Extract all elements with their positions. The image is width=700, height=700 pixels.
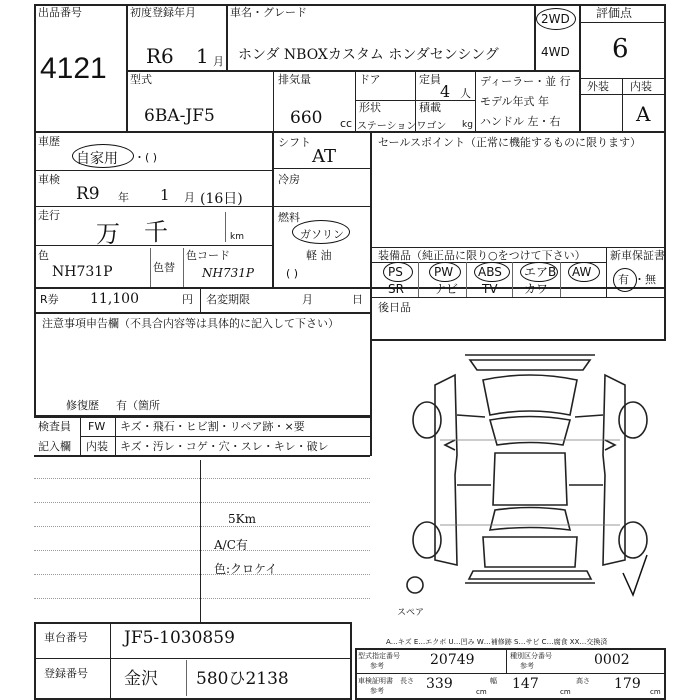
equip-navi: ナビ: [434, 282, 459, 296]
chassis-value: JF5-1030859: [124, 628, 235, 648]
name-change-label: 名変期限: [206, 293, 250, 306]
color-label: 色: [38, 249, 49, 262]
equip-abs-circle: [474, 262, 510, 282]
fuel-gasoline: ガソリン: [300, 228, 344, 241]
month-unit: 月: [213, 55, 224, 68]
shape-value: ステーションワゴン: [357, 121, 447, 132]
ext-label: 外装: [587, 80, 609, 93]
seats-unit: 人: [460, 87, 471, 100]
type-cert-ref: 参考: [370, 662, 384, 670]
plate-city: 金沢: [124, 669, 158, 689]
record-label: 記入欄: [38, 440, 71, 453]
first-reg-label: 初度登録年月: [130, 6, 196, 19]
name-change-day: 日: [352, 293, 363, 306]
inspection-label: 車検: [38, 173, 60, 186]
fuel-gasoline-circle: [292, 220, 350, 244]
door-label: ドア: [359, 73, 381, 86]
ac-label: 冷房: [278, 173, 300, 186]
equip-airbag: エアB: [524, 265, 557, 279]
lot-label: 出品番号: [38, 6, 82, 19]
class-ref: 参考: [520, 662, 534, 670]
color-code-label: 色コード: [186, 249, 230, 262]
diagram-legend: A…キズ E…エクボ U…凹み W…補修跡 S…サビ C…腐食 XX…交換済: [386, 638, 608, 646]
remark-ac: A/C有: [214, 538, 248, 552]
model-year-label: モデル年式 年: [480, 95, 549, 108]
plate-number: 580ひ2138: [196, 669, 289, 689]
type-cert-value: 20749: [430, 652, 475, 668]
fw-items: キズ・飛石・ヒビ割・リペア跡・×要: [120, 420, 305, 433]
length-label: 長さ: [400, 677, 414, 685]
equip-ps: PS: [388, 265, 403, 279]
repair-value: 有（箇所: [116, 399, 160, 412]
model-name: ホンダ NBOXカスタム ホンダセンシング: [238, 47, 499, 63]
recycle-label: R券: [40, 293, 59, 306]
remark-mileage: 5Km: [228, 512, 256, 526]
mileage-label: 走行: [38, 209, 60, 222]
recycle-unit: 円: [182, 293, 193, 306]
width-label: 幅: [490, 677, 497, 685]
plate-label: 登録番号: [44, 667, 88, 680]
cc-label: 排気量: [278, 73, 311, 86]
equip-airbag-circle: [520, 262, 558, 282]
seats-label: 定員: [419, 73, 441, 86]
sales-points-label: セールスポイント（正常に機能するものに限ります）: [378, 136, 642, 149]
mileage-man: 万: [96, 220, 120, 248]
inspection-year-unit: 年: [118, 191, 129, 204]
warranty-yes: 有: [618, 273, 629, 286]
repaint-label: 色替: [153, 261, 175, 274]
inspection-month: 1: [160, 186, 170, 204]
equip-aw: AW: [572, 265, 592, 279]
fw-label: FW: [88, 420, 106, 433]
equipment-label: 装備品（純正品に限り○をつけて下さい）: [378, 249, 586, 262]
width-unit: cm: [560, 688, 571, 696]
color-value: NH731P: [52, 264, 113, 280]
shape-label: 形状: [359, 101, 381, 114]
shift-label: シフト: [278, 136, 311, 149]
inspection-era: R9: [76, 184, 100, 204]
lot-number: 4121: [40, 52, 107, 85]
fuel-other: ( ): [286, 267, 299, 280]
height-unit: cm: [650, 688, 661, 696]
int-label: 内装: [630, 80, 652, 93]
equip-abs: ABS: [478, 265, 502, 279]
cc-unit: cc: [340, 117, 353, 130]
model-label: 車名・グレード: [230, 6, 307, 19]
drive-2wd-circle: [536, 8, 576, 30]
inspection-month-unit: 月: [184, 191, 195, 204]
height-label: 高さ: [576, 677, 590, 685]
remark-color: 色:クロケイ: [214, 562, 278, 576]
class-value: 0002: [594, 652, 630, 668]
handle-label: ハンドル 左・右: [480, 115, 561, 128]
equip-sr: SR: [388, 282, 404, 296]
history-rest: ・( ): [134, 151, 158, 164]
inspector-label: 検査員: [38, 420, 71, 433]
fuel-label: 燃料: [278, 211, 300, 224]
mileage-unit: km: [230, 232, 244, 242]
warranty-label: 新車保証書: [610, 249, 665, 262]
cert-label: 車検証明書: [358, 677, 393, 685]
spare-label: スペア: [397, 608, 425, 618]
name-change-month: 月: [302, 293, 313, 306]
car-damage-diagram: [395, 345, 665, 607]
chassis-label: 車台番号: [44, 631, 88, 644]
width-value: 147: [512, 676, 539, 692]
mileage-sen: 千: [144, 218, 168, 246]
history-circle: [72, 144, 134, 168]
interior-items: キズ・汚レ・コゲ・穴・スレ・キレ・破レ: [120, 440, 329, 453]
score-label: 評価点: [596, 6, 633, 20]
history-label: 車歴: [38, 135, 60, 148]
length-unit: cm: [476, 688, 487, 696]
inspection-day: (16日): [200, 191, 243, 207]
first-reg-year: R6: [146, 44, 174, 68]
shift-value: AT: [312, 146, 337, 167]
first-reg-month: 1: [196, 44, 209, 68]
equip-leather: カワ: [524, 282, 549, 296]
length-value: 339: [426, 676, 453, 692]
history-value: 自家用: [76, 151, 118, 167]
color-code-value: NH731P: [202, 266, 254, 280]
aftermarket-label: 後日品: [378, 301, 411, 314]
seats-value: 4: [440, 82, 451, 101]
drive-4wd: 4WD: [541, 45, 570, 59]
load-label: 積載: [419, 101, 441, 114]
warranty-no: ・無: [634, 273, 656, 286]
score-value: 6: [612, 34, 629, 64]
height-value: 179: [614, 676, 641, 692]
repair-label: 修復歴: [66, 399, 99, 412]
equip-tv: TV: [482, 282, 498, 296]
cert-ref: 参考: [370, 687, 384, 695]
load-unit: kg: [462, 120, 473, 130]
drive-2wd: 2WD: [541, 12, 570, 26]
equip-pw: PW: [434, 265, 454, 279]
class-label: 種別区分番号: [510, 652, 552, 660]
recycle-value: 11,100: [90, 291, 139, 307]
equip-pw-circle: [429, 262, 461, 282]
type-value: 6BA-JF5: [144, 106, 215, 126]
equip-aw-circle: [568, 262, 600, 282]
cc-value: 660: [290, 108, 323, 128]
type-label: 型式: [130, 73, 152, 86]
fuel-light-oil: 軽 油: [306, 249, 332, 262]
type-cert-label: 型式指定番号: [358, 652, 400, 660]
notes-label: 注意事項申告欄（不具合内容等は具体的に記入して下さい）: [42, 317, 339, 330]
interior-legend-label: 内装: [86, 440, 108, 453]
dealer-label: ディーラー・並 行: [480, 75, 571, 88]
int-score: A: [636, 102, 651, 126]
equip-ps-circle: [383, 262, 413, 282]
